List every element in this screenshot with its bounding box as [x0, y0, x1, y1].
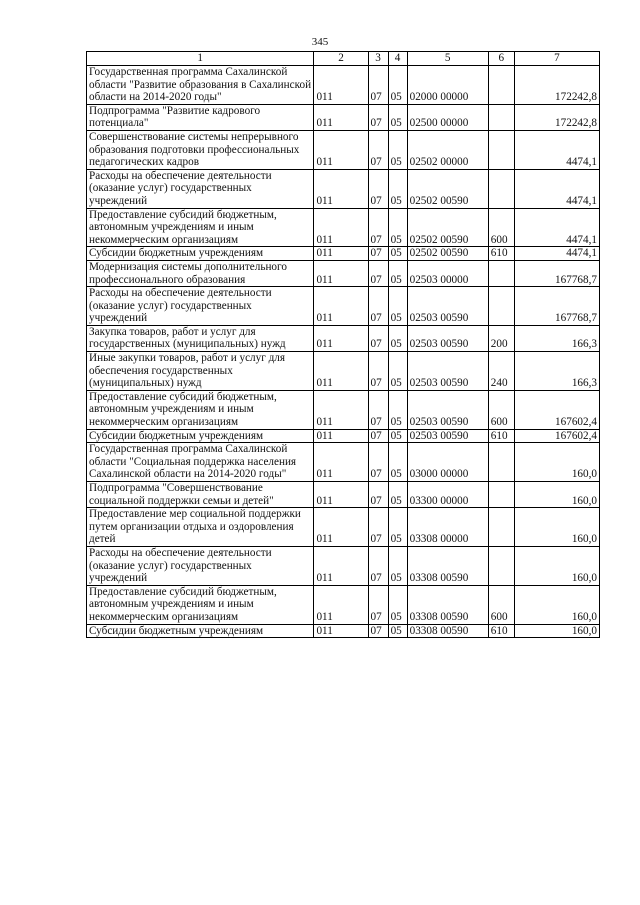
expense-type-code: [488, 104, 514, 130]
budget-table: [86, 51, 600, 638]
expense-type-code: [488, 443, 514, 482]
amount: 160,0: [514, 443, 599, 482]
expense-type-code: 600: [488, 390, 514, 429]
table-row: [87, 287, 600, 326]
section-code: 07: [368, 443, 388, 482]
row-name: Субсидии бюджетным учреждениям: [87, 429, 314, 443]
target-code: 02503 00590: [407, 325, 488, 351]
admin-code: 011: [314, 104, 368, 130]
section-code: 07: [368, 352, 388, 391]
target-code: 02502 00000: [407, 130, 488, 169]
target-code: 03000 00000: [407, 443, 488, 482]
section-code: 07: [368, 208, 388, 247]
amount: 172242,8: [514, 66, 599, 105]
expense-type-code: [488, 546, 514, 585]
row-name: Модернизация системы дополнительного профессионального образования: [87, 260, 314, 286]
amount: 167602,4: [514, 429, 599, 443]
row-name: Государственная программа Сахалинской области "Социальная поддержка населения Сахалинской области на 2014-2020 годы": [87, 443, 314, 482]
subsection-code: 05: [388, 66, 407, 105]
column-header: 6: [488, 52, 514, 66]
subsection-code: 05: [388, 260, 407, 286]
target-code: 02502 00590: [407, 208, 488, 247]
admin-code: 011: [314, 624, 368, 638]
section-code: 07: [368, 104, 388, 130]
target-code: 03300 00000: [407, 482, 488, 508]
column-header: 4: [388, 52, 407, 66]
section-code: 07: [368, 429, 388, 443]
amount: 160,0: [514, 546, 599, 585]
admin-code: 011: [314, 352, 368, 391]
amount: 166,3: [514, 325, 599, 351]
amount: 4474,1: [514, 208, 599, 247]
amount: 160,0: [514, 624, 599, 638]
target-code: 03308 00590: [407, 546, 488, 585]
expense-type-code: 610: [488, 247, 514, 261]
subsection-code: 05: [388, 585, 407, 624]
target-code: 02502 00590: [407, 247, 488, 261]
expense-type-code: 200: [488, 325, 514, 351]
section-code: 07: [368, 287, 388, 326]
admin-code: 011: [314, 287, 368, 326]
admin-code: 011: [314, 482, 368, 508]
admin-code: 011: [314, 443, 368, 482]
row-name: Расходы на обеспечение деятельности (оказание услуг) государственных учреждений: [87, 169, 314, 208]
admin-code: 011: [314, 508, 368, 547]
admin-code: 011: [314, 390, 368, 429]
subsection-code: 05: [388, 169, 407, 208]
table-row: [87, 208, 600, 247]
section-code: 07: [368, 247, 388, 261]
table-row: [87, 546, 600, 585]
table-row: [87, 352, 600, 391]
target-code: 02502 00590: [407, 169, 488, 208]
column-header: 3: [368, 52, 388, 66]
section-code: 07: [368, 585, 388, 624]
admin-code: 011: [314, 247, 368, 261]
expense-type-code: [488, 287, 514, 326]
expense-type-code: 610: [488, 624, 514, 638]
section-code: 07: [368, 66, 388, 105]
row-name: Иные закупки товаров, работ и услуг для обеспечения государственных (муниципальных) нужд: [87, 352, 314, 391]
expense-type-code: [488, 130, 514, 169]
target-code: 02503 00590: [407, 287, 488, 326]
subsection-code: 05: [388, 104, 407, 130]
table-row: [87, 443, 600, 482]
subsection-code: 05: [388, 482, 407, 508]
table-row: [87, 130, 600, 169]
admin-code: 011: [314, 546, 368, 585]
target-code: 02503 00000: [407, 260, 488, 286]
subsection-code: 05: [388, 443, 407, 482]
row-name: Расходы на обеспечение деятельности (оказание услуг) государственных учреждений: [87, 287, 314, 326]
target-code: 02503 00590: [407, 429, 488, 443]
target-code: 03308 00590: [407, 624, 488, 638]
row-name: Предоставление субсидий бюджетным, автономным учреждениям и иным некоммерческим организациям: [87, 585, 314, 624]
row-name: Расходы на обеспечение деятельности (оказание услуг) государственных учреждений: [87, 546, 314, 585]
table-row: [87, 624, 600, 638]
section-code: 07: [368, 325, 388, 351]
subsection-code: 05: [388, 390, 407, 429]
target-code: 02503 00590: [407, 352, 488, 391]
amount: 160,0: [514, 585, 599, 624]
table-row: [87, 66, 600, 105]
page-number: 345: [311, 36, 329, 48]
subsection-code: 05: [388, 352, 407, 391]
amount: 4474,1: [514, 169, 599, 208]
column-header: 5: [407, 52, 488, 66]
expense-type-code: [488, 260, 514, 286]
subsection-code: 05: [388, 130, 407, 169]
subsection-code: 05: [388, 429, 407, 443]
expense-type-code: 600: [488, 208, 514, 247]
target-code: 02000 00000: [407, 66, 488, 105]
admin-code: 011: [314, 169, 368, 208]
amount: 160,0: [514, 482, 599, 508]
table-row: [87, 482, 600, 508]
column-header: 7: [514, 52, 599, 66]
subsection-code: 05: [388, 287, 407, 326]
amount: 166,3: [514, 352, 599, 391]
column-header: 1: [87, 52, 314, 66]
section-code: 07: [368, 624, 388, 638]
amount: 167768,7: [514, 260, 599, 286]
section-code: 07: [368, 130, 388, 169]
amount: 172242,8: [514, 104, 599, 130]
table-body: [87, 66, 600, 638]
admin-code: 011: [314, 429, 368, 443]
expense-type-code: [488, 482, 514, 508]
table-row: [87, 260, 600, 286]
column-header: 2: [314, 52, 368, 66]
section-code: 07: [368, 169, 388, 208]
expense-type-code: 610: [488, 429, 514, 443]
target-code: 03308 00000: [407, 508, 488, 547]
subsection-code: 05: [388, 508, 407, 547]
amount: 167768,7: [514, 287, 599, 326]
row-name: Государственная программа Сахалинской области "Развитие образования в Сахалинской области на 2014-2020 годы": [87, 66, 314, 105]
expense-type-code: 600: [488, 585, 514, 624]
admin-code: 011: [314, 585, 368, 624]
table-row: [87, 429, 600, 443]
amount: 160,0: [514, 508, 599, 547]
row-name: Субсидии бюджетным учреждениям: [87, 624, 314, 638]
amount: 4474,1: [514, 247, 599, 261]
table-row: [87, 104, 600, 130]
header-row: [87, 52, 600, 66]
row-name: Подпрограмма "Совершенствование социальной поддержки семьи и детей": [87, 482, 314, 508]
admin-code: 011: [314, 130, 368, 169]
amount: 167602,4: [514, 390, 599, 429]
admin-code: 011: [314, 325, 368, 351]
target-code: 03308 00590: [407, 585, 488, 624]
table-row: [87, 325, 600, 351]
section-code: 07: [368, 482, 388, 508]
row-name: Подпрограмма "Развитие кадрового потенциала": [87, 104, 314, 130]
subsection-code: 05: [388, 624, 407, 638]
amount: 4474,1: [514, 130, 599, 169]
row-name: Предоставление субсидий бюджетным, автономным учреждениям и иным некоммерческим организациям: [87, 208, 314, 247]
section-code: 07: [368, 260, 388, 286]
expense-type-code: [488, 508, 514, 547]
table-row: [87, 169, 600, 208]
subsection-code: 05: [388, 247, 407, 261]
subsection-code: 05: [388, 546, 407, 585]
row-name: Субсидии бюджетным учреждениям: [87, 247, 314, 261]
expense-type-code: [488, 66, 514, 105]
admin-code: 011: [314, 260, 368, 286]
section-code: 07: [368, 546, 388, 585]
row-name: Закупка товаров, работ и услуг для государственных (муниципальных) нужд: [87, 325, 314, 351]
target-code: 02503 00590: [407, 390, 488, 429]
row-name: Предоставление мер социальной поддержки путем организации отдыха и оздоровления детей: [87, 508, 314, 547]
admin-code: 011: [314, 208, 368, 247]
subsection-code: 05: [388, 208, 407, 247]
table-row: [87, 247, 600, 261]
expense-type-code: 240: [488, 352, 514, 391]
admin-code: 011: [314, 66, 368, 105]
expense-type-code: [488, 169, 514, 208]
target-code: 02500 00000: [407, 104, 488, 130]
section-code: 07: [368, 508, 388, 547]
table-row: [87, 390, 600, 429]
table-row: [87, 585, 600, 624]
subsection-code: 05: [388, 325, 407, 351]
row-name: Совершенствование системы непрерывного образования подготовки профессиональных педагогических кадров: [87, 130, 314, 169]
section-code: 07: [368, 390, 388, 429]
table-row: [87, 508, 600, 547]
row-name: Предоставление субсидий бюджетным, автономным учреждениям и иным некоммерческим организациям: [87, 390, 314, 429]
